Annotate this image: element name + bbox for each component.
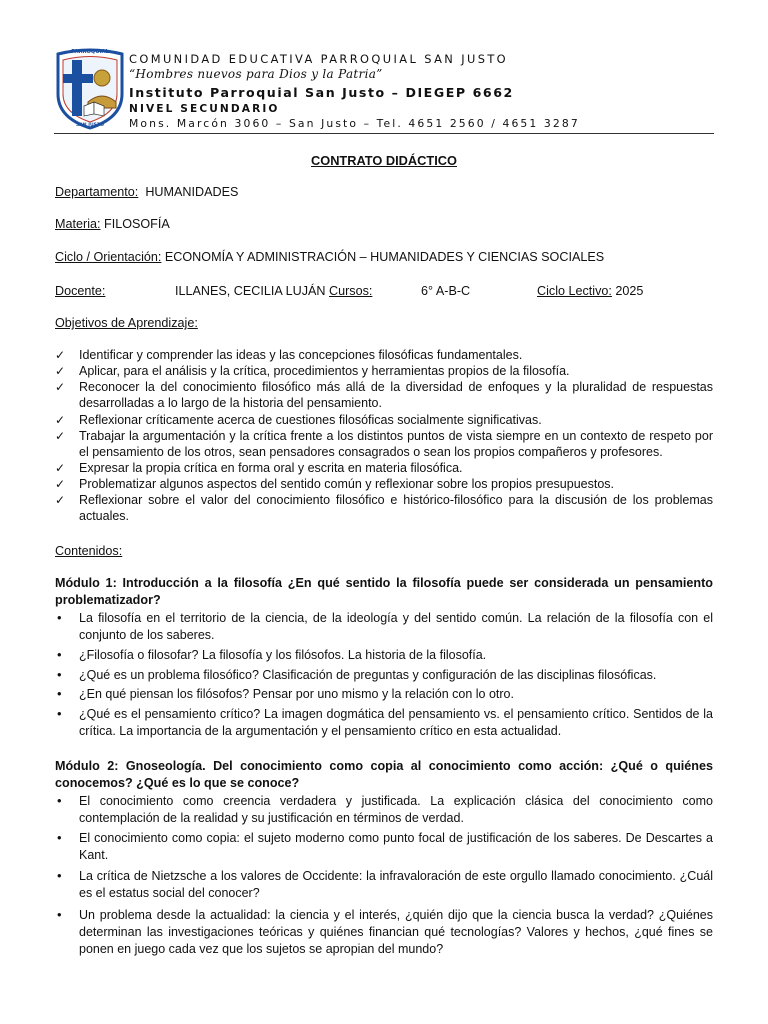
bullet-icon: • xyxy=(57,706,62,721)
modulo-2-item: El conocimiento como copia: el sujeto moderno como punto focal de justificación de los saberes. De Descartes a Kant. xyxy=(79,831,713,862)
docente-value: ILLANES, CECILIA LUJÁN xyxy=(175,284,326,298)
bullet-icon: • xyxy=(57,610,62,625)
community-name: COMUNIDAD EDUCATIVA PARROQUIAL SAN JUSTO xyxy=(129,52,509,66)
bullet-icon: • xyxy=(57,830,62,845)
check-icon: ✓ xyxy=(55,477,66,491)
bullet-icon: • xyxy=(57,667,62,682)
field-ciclo-lectivo xyxy=(537,283,643,299)
modulo-1-item: ¿En qué piensan los filósofos? Pensar por uno mismo y la relación con lo otro. xyxy=(79,687,514,701)
departamento-label: Departamento: xyxy=(55,185,139,199)
check-icon: ✓ xyxy=(55,348,66,362)
document-title: CONTRATO DIDÁCTICO xyxy=(311,153,457,168)
check-icon: ✓ xyxy=(55,461,66,475)
modulo-1-item: La filosofía en el territorio de la ciencia, de la ideología y del sentido común. La relación de la filosofía con el conjunto de los saberes. xyxy=(79,611,713,642)
docente-label: Docente: xyxy=(55,284,106,298)
objetivo-item: Identificar y comprender las ideas y las concepciones filosóficas fundamentales. xyxy=(79,348,523,362)
materia-label: Materia: xyxy=(55,217,101,231)
check-icon: ✓ xyxy=(55,380,66,394)
bullet-icon: • xyxy=(57,686,62,701)
modulo-1-title: Módulo 1: Introducción a la filosofía ¿En qué sentido la filosofía puede ser considerada un pensamiento problematizador? xyxy=(55,576,713,607)
contenidos-heading: Contenidos: xyxy=(55,544,123,558)
cursos-label: Cursos: xyxy=(329,284,373,298)
field-materia xyxy=(55,216,170,232)
check-icon: ✓ xyxy=(55,413,66,427)
objetivo-item: Trabajar la argumentación y la crítica frente a los distintos puntos de vista siempre en un contexto de respeto por el pensamiento de los otros, sean pensadores consagrados o sean los propios compañeros y profesores. xyxy=(79,429,713,459)
ciclo-label: Ciclo / Orientación: xyxy=(55,250,162,264)
check-icon: ✓ xyxy=(55,364,66,378)
check-icon: ✓ xyxy=(55,429,66,443)
modulo-2-item: La crítica de Nietzsche a los valores de Occidente: la infravaloración de este orgullo llamado conocimiento. ¿Cuál es el estatus social del conocer? xyxy=(79,869,713,900)
school-address: Mons. Marcón 3060 – San Justo – Tel. 4651 2560 / 4651 3287 xyxy=(129,117,580,130)
modulo-2-title: Módulo 2: Gnoseología. Del conocimiento como copia al conocimiento como acción: ¿Qué o quiénes conocemos? ¿Qué es lo que se conoce? xyxy=(55,759,713,790)
school-level: NIVEL SECUNDARIO xyxy=(129,103,280,115)
bullet-icon: • xyxy=(57,868,62,883)
header-divider xyxy=(54,133,714,134)
lectivo-value: 2025 xyxy=(615,284,644,298)
objetivo-item: Expresar la propia crítica en forma oral y escrita en materia filosófica. xyxy=(79,461,463,475)
objetivo-item: Reflexionar sobre el valor del conocimiento filosófico e histórico-filosófico para la discusión de los problemas actuales. xyxy=(79,493,713,523)
modulo-1-item: ¿Filosofía o filosofar? La filosofía y los filósofos. La historia de la filosofía. xyxy=(79,648,487,662)
modulo-2-item: Un problema desde la actualidad: la ciencia y el interés, ¿quién dijo que la ciencia busca la verdad? ¿Quiénes determinan las investigaciones teóricas y quiénes financian qué tecnologías? Valores y hechos, ¿qué fines se ponen en juego cada vez que los sujetos se apropian del mundo? xyxy=(79,908,713,956)
cursos-value: 6° A-B-C xyxy=(421,284,471,298)
lectivo-label: Ciclo Lectivo: xyxy=(537,284,612,298)
departamento-value: HUMANIDADES xyxy=(145,185,239,199)
objetivo-item: Reflexionar críticamente acerca de cuestiones filosóficas socialmente significativas. xyxy=(79,413,542,427)
check-icon: ✓ xyxy=(55,493,66,507)
bullet-icon: • xyxy=(57,907,62,922)
objetivo-item: Aplicar, para el análisis y la crítica, procedimientos y herramientas propios de la filosofía. xyxy=(79,364,570,378)
institute-name: Instituto Parroquial San Justo – DIEGEP 6662 xyxy=(129,85,514,100)
ciclo-value: ECONOMÍA Y ADMINISTRACIÓN – HUMANIDADES Y CIENCIAS SOCIALES xyxy=(164,250,605,264)
modulo-2-item: El conocimiento como creencia verdadera y justificada. La explicación clásica del conocimiento como contemplación de la realidad y su justificación en términos de verdad. xyxy=(79,794,713,825)
school-crest-logo xyxy=(54,44,126,130)
crest-bottom-text: SAN JUSTO xyxy=(75,123,105,128)
objetivo-item: Problematizar algunos aspectos del sentido común y reflexionar sobre los propios presupuestos. xyxy=(79,477,615,491)
materia-value: FILOSOFÍA xyxy=(104,217,170,231)
bullet-icon: • xyxy=(57,647,62,662)
objetivos-heading: Objetivos de Aprendizaje: xyxy=(55,316,198,330)
crest-top-text: PARROQUIAL xyxy=(71,49,109,55)
modulo-1-item: ¿Qué es el pensamiento crítico? La imagen dogmática del pensamiento vs. el pensamiento crítico. Sentidos de la crítica. La importancia de la argumentación y el pensamiento crítico en esta actualidad. xyxy=(79,707,713,738)
bullet-icon: • xyxy=(57,793,62,808)
modulo-1-item: ¿Qué es un problema filosófico? Clasificación de preguntas y configuración de las disciplinas filosóficas. xyxy=(79,668,657,682)
field-ciclo-orientacion xyxy=(55,249,604,265)
school-motto: “Hombres nuevos para Dios y la Patria” xyxy=(129,67,383,81)
field-departamento xyxy=(55,184,238,200)
objetivo-item: Reconocer la del conocimiento filosófico más allá de la diversidad de enfoques y la pluralidad de respuestas desarrolladas a lo largo de la historia del pensamiento. xyxy=(79,380,713,410)
